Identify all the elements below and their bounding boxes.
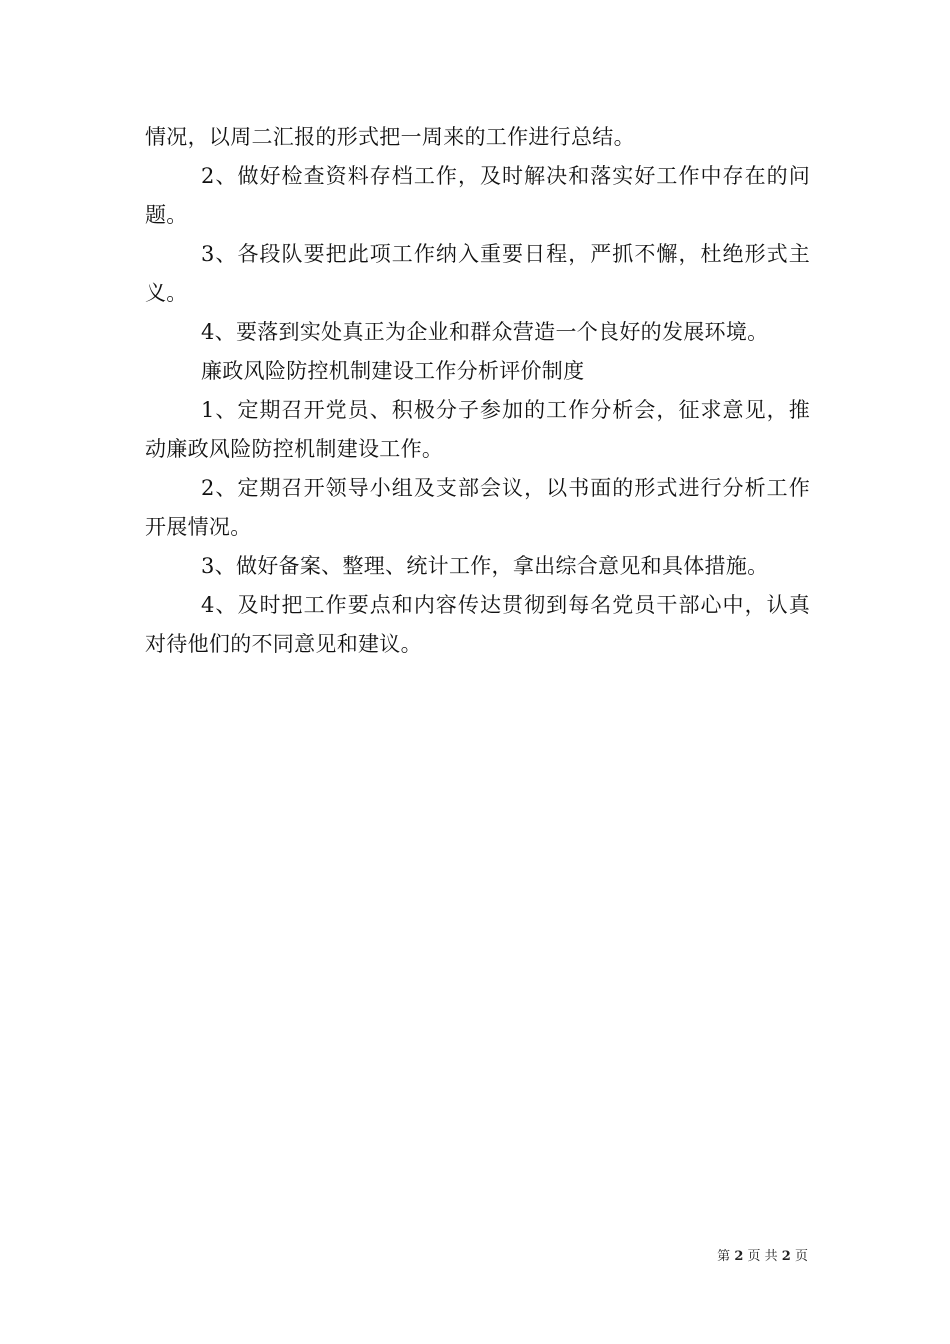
paragraph-item-4: 4、要落到实处真正为企业和群众营造一个良好的发展环境。 bbox=[201, 320, 769, 344]
footer-suffix: 页 bbox=[794, 1249, 808, 1264]
footer-prefix: 第 bbox=[717, 1249, 731, 1264]
paragraph-item-2: 2、做好检查资料存档工作，及时解决和落实好工作中存在的问题。 bbox=[145, 164, 810, 227]
paragraph-rule-1: 1、定期召开党员、积极分子参加的工作分析会，征求意见，推动廉政风险防控机制建设工作。 bbox=[145, 398, 810, 461]
paragraph-rule-2: 2、定期召开领导小组及支部会议，以书面的形式进行分析工作开展情况。 bbox=[145, 476, 810, 539]
total-pages-number: 2 bbox=[781, 1249, 791, 1264]
page-footer bbox=[717, 1248, 808, 1266]
paragraph-item-3: 3、各段队要把此项工作纳入重要日程，严抓不懈，杜绝形式主义。 bbox=[145, 242, 810, 305]
footer-middle: 页 共 bbox=[747, 1249, 778, 1264]
paragraph-rule-4: 4、及时把工作要点和内容传达贯彻到每名党员干部心中，认真对待他们的不同意见和建议。 bbox=[145, 593, 810, 656]
paragraph-continuation: 情况，以周二汇报的形式把一周来的工作进行总结。 bbox=[145, 125, 635, 149]
section-heading: 廉政风险防控机制建设工作分析评价制度 bbox=[201, 359, 585, 383]
body-text bbox=[145, 118, 810, 664]
paragraph-rule-3: 3、做好备案、整理、统计工作，拿出综合意见和具体措施。 bbox=[201, 554, 769, 578]
current-page-number: 2 bbox=[734, 1249, 744, 1264]
